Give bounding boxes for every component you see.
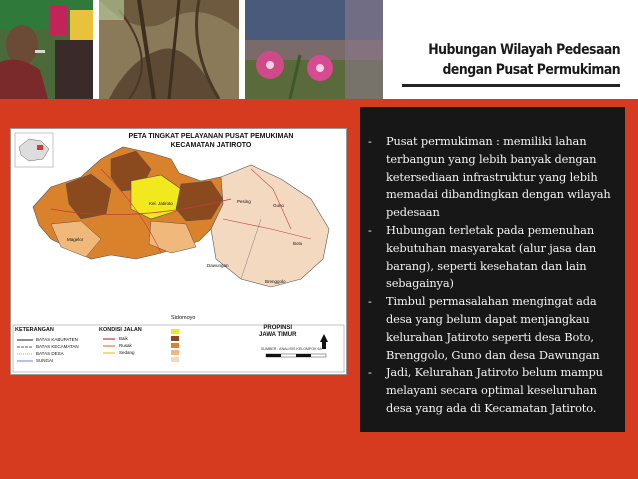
photo-tree-roots <box>99 0 239 99</box>
village-label: Boto <box>293 241 303 246</box>
legend-item: BATAS KABUPATEN <box>36 337 78 342</box>
map-source: SUMBER : ANALISIS KELOMPOK 6A <box>261 347 322 351</box>
title-line-1: Hubungan Wilayah Pedesaan <box>428 42 620 58</box>
map-title-line-1: PETA TINGKAT PELAYANAN PUSAT PEMUKIMAN <box>128 133 294 140</box>
province-label <box>259 325 296 339</box>
map-title-line-2: KECAMATAN JATIROTO <box>170 142 252 149</box>
village-label: Magelor <box>67 237 84 242</box>
road-legend-heading: KONDISI JALAN <box>99 327 142 333</box>
legend-item: BATAS DESA <box>36 351 64 356</box>
village-label: Pesing <box>237 199 251 204</box>
bullet-item <box>368 364 623 417</box>
legend-heading: KETERANGAN <box>15 327 54 333</box>
bullet-list <box>368 133 623 418</box>
bullet-item <box>368 222 623 293</box>
bullet-dash: - <box>368 134 372 148</box>
bullet-text: Pusat permukiman : memiliki lahan terbangun yang lebih banyak dengan ketersediaan infrastruktur yang lebih memadai dibandingkan dengan wilayah pedesaan <box>386 134 611 220</box>
title-underline <box>402 84 620 87</box>
service-level-map <box>10 128 347 375</box>
title-line-2: dengan Pusat Permukiman <box>442 62 620 78</box>
bullet-text: Hubungan terletak pada pemenuhan kebutuhan masyarakat (alur jasa dan barang), seperti kesehatan dan lain sebagainya) <box>386 222 597 291</box>
bullet-dash: - <box>368 365 372 380</box>
slide-title <box>428 40 620 80</box>
road-legend-item: Rusak <box>119 343 132 348</box>
village-label: Dawungan <box>207 263 229 268</box>
photo-flowers <box>245 0 383 99</box>
legend-item: SUNGAI <box>36 358 54 363</box>
text-panel <box>360 107 625 432</box>
road-legend-item: Sedang <box>119 350 135 355</box>
bullet-item <box>368 293 623 364</box>
province-line-1: PROPINSI <box>263 325 293 331</box>
neighbor-label: Sidomoyo <box>171 315 196 321</box>
bullet-text: Timbul permasalahan mengingat ada desa yang belum dapat menjangkau kelurahan Jatiroto seperti desa Boto, Brenggolo, Guno dan desa Dawungan <box>386 294 600 362</box>
village-label: Kel. Jatiroto <box>149 201 173 206</box>
village-label: Guno <box>273 203 285 208</box>
province-line-2: JAWA TIMUR <box>259 332 297 338</box>
photo-villager <box>0 0 93 99</box>
road-legend-item: Baik <box>119 336 128 341</box>
title-panel <box>387 0 638 99</box>
bullet-dash: - <box>368 222 372 237</box>
village-label: Brenggolo <box>265 279 286 284</box>
bullet-text: Jadi, Kelurahan Jatiroto belum mampu melayani secara optimal keseluruhan desa yang ada di Kecamatan Jatiroto. <box>386 365 603 415</box>
photo-strip <box>0 0 638 99</box>
bullet-item <box>368 133 623 222</box>
map-title <box>91 132 331 150</box>
bullet-dash: - <box>368 294 372 309</box>
legend-item: BATAS KECAMATAN <box>36 344 79 349</box>
